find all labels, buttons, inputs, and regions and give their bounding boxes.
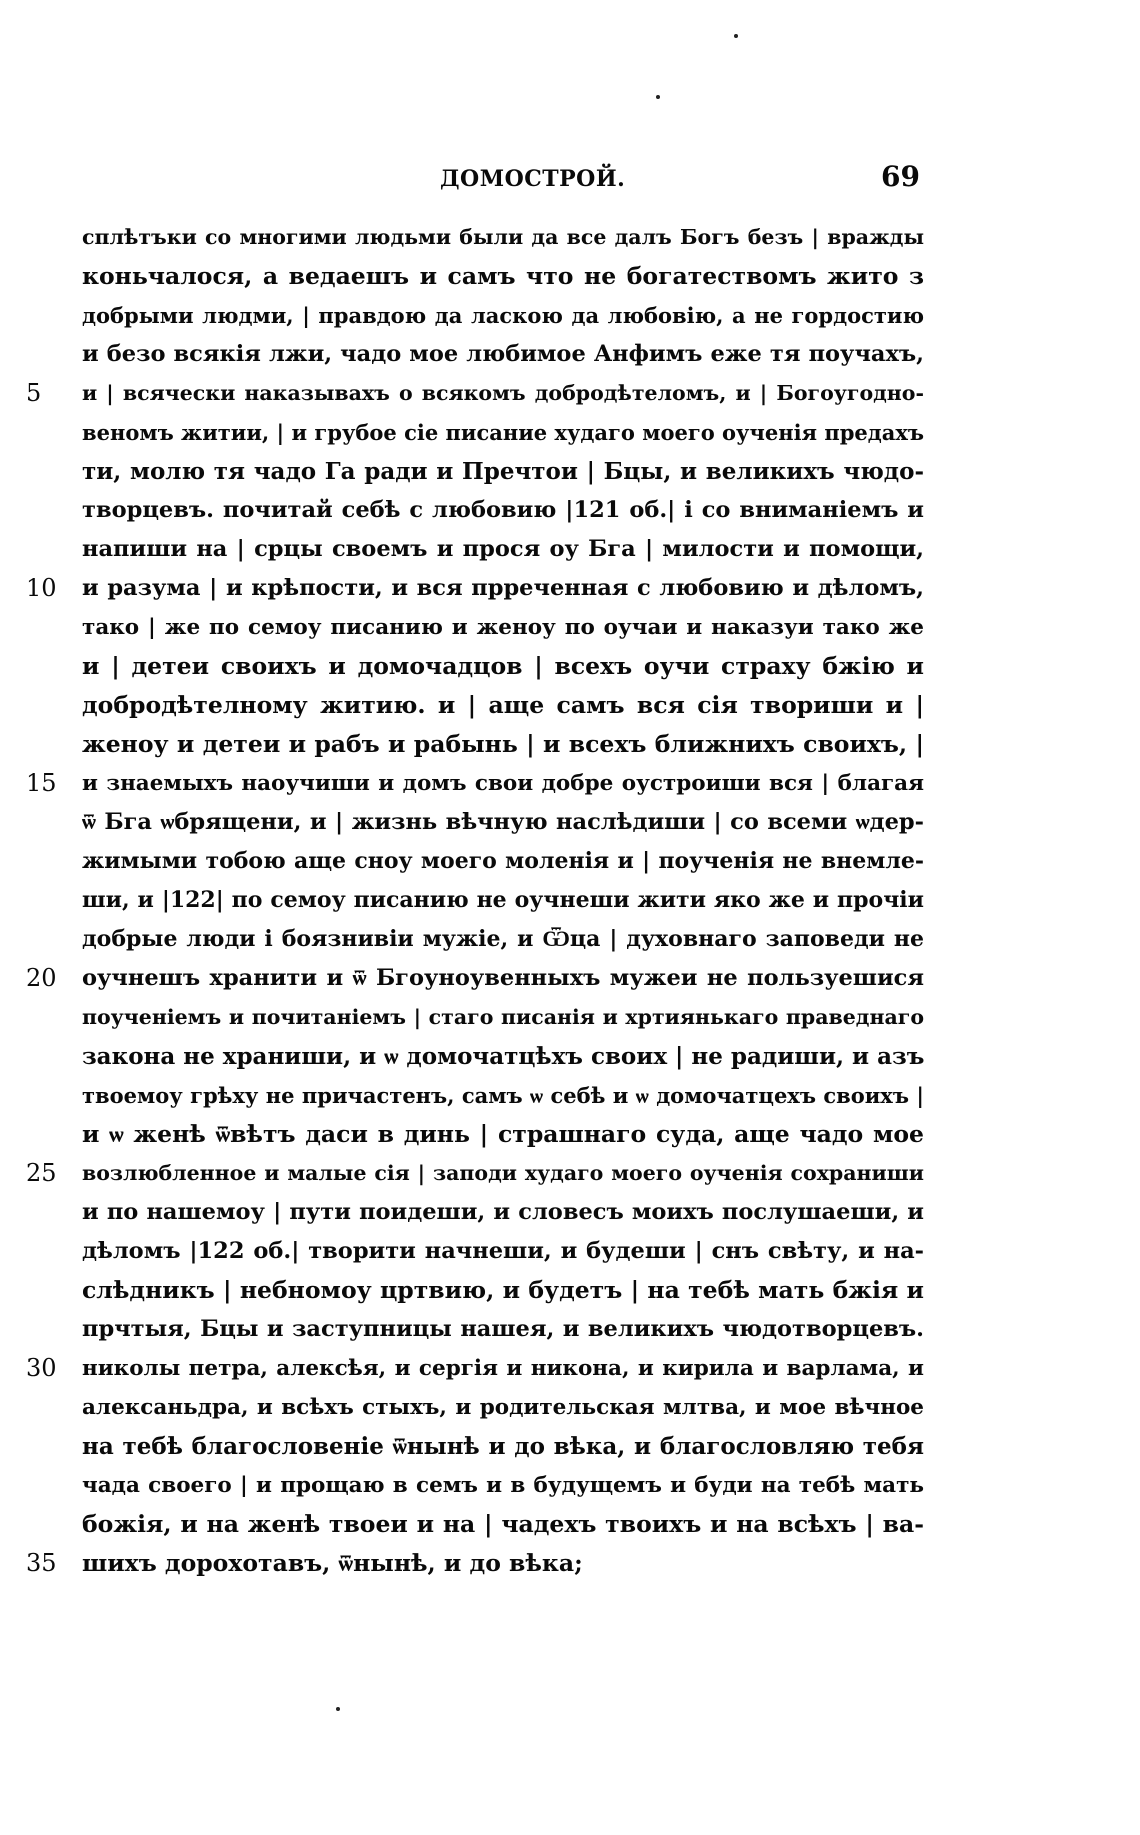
line-number: 30 bbox=[26, 1354, 57, 1382]
text-line: дѣломъ |122 об.| творити начнеши, и будеши | снъ свѣту, и на- bbox=[82, 1238, 924, 1264]
text-line: слѣдникъ | небномоу цртвию, и будетъ | на тебѣ мать бжія и bbox=[82, 1276, 924, 1304]
text-line: ти, молю тя чадо Га ради и Пречтои | Бцы, и великихъ чюдо- bbox=[82, 458, 924, 485]
text-line: поученіемъ и почитаніемъ | стаго писанія и хртиянькаго праведнаго bbox=[82, 1005, 924, 1029]
text-line: и | всячески наказывахъ о всякомъ добродѣтеломъ, и | Богоугодно- bbox=[82, 381, 924, 405]
text-line: добрыми людми, | правдою да ласкою да любовію, а не гордостию bbox=[82, 303, 924, 328]
text-line: жимыми тобою аще сноу моего моленія и | поученія не внемле- bbox=[82, 848, 924, 874]
page-header bbox=[80, 160, 920, 200]
line-number: 20 bbox=[26, 964, 57, 992]
text-line: и безо всякія лжи, чадо мое любимое Анфимъ еже тя поучахъ, bbox=[82, 341, 924, 367]
line-number: 35 bbox=[26, 1549, 57, 1577]
text-line: оучнешъ хранити и ѿ Бгоуноувенныхъ мужеи не пользуешися bbox=[82, 965, 924, 991]
text-line: и | детеи своихъ и домочадцов | всехъ оучи страху бжію и bbox=[82, 652, 924, 680]
text-body bbox=[82, 218, 924, 1583]
page-number: 69 bbox=[881, 160, 920, 193]
text-line: чада своего | и прощаю в семъ и в будущемъ и буди на тебѣ мать bbox=[82, 1473, 924, 1498]
text-line: добрые люди і боязнивіи мужіе, и Ѿца | духовнаго заповеди не bbox=[82, 926, 924, 952]
line-number: 5 bbox=[26, 379, 42, 407]
text-line: коньчалося, а ведаешъ и самъ что не богатествомъ жито з bbox=[82, 262, 924, 290]
text-line: и по нашемоу | пути поидеши, и словесъ моихъ послушаеши, и bbox=[82, 1199, 924, 1225]
text-line: возлюбленное и малые сія | заподи худаго моего оученія сохраниши bbox=[82, 1161, 924, 1185]
text-line: шихъ дорохотавъ, ѿнынѣ, и до вѣка; bbox=[82, 1549, 583, 1577]
line-number: 25 bbox=[26, 1159, 57, 1187]
text-line: тако | же по семоу писанию и женоу по оучаи и наказуи тако же bbox=[82, 615, 924, 640]
text-line: и ѡ женѣ ѿвѣтъ даси в динь | страшнаго суда, аще чадо мое bbox=[82, 1120, 924, 1148]
text-line: закона не храниши, и ѡ домочатцѣхъ своих | не радиши, и азъ bbox=[82, 1043, 924, 1070]
text-line: твоемоу грѣху не причастенъ, самъ ѡ себѣ и ѡ домочатцехъ своихъ | bbox=[82, 1083, 924, 1108]
text-line: напиши на | срцы своемъ и прося оу Бга | милости и помощи, bbox=[82, 536, 924, 562]
text-line: и разума | и крѣпости, и вся прреченная с любовию и дѣломъ, bbox=[82, 575, 924, 601]
speck-mark bbox=[336, 1707, 340, 1711]
text-line: ѿ Бга ѡбрящени, и | жизнь вѣчную наслѣдиши | со всеми ѡдер- bbox=[82, 809, 924, 835]
text-line: сплѣтъки со многими людьми были да все далъ Богъ безъ | вражды bbox=[82, 225, 924, 249]
text-line: николы петра, алексѣя, и сергія и никона, и кирила и варлама, и bbox=[82, 1356, 924, 1381]
text-line: веномъ житии, | и грубое сіе писание худаго моего оученія предахъ bbox=[82, 420, 924, 445]
speck-mark bbox=[656, 95, 660, 99]
text-line: и знаемыхъ наоучиши и домъ свои добре оустроиши вся | благая bbox=[82, 771, 924, 796]
text-line: алексаньдра, и всѣхъ стыхъ, и родительская млтва, и мое вѣчное bbox=[82, 1395, 924, 1420]
text-line: прчтыя, Бцы и заступницы нашея, и великихъ чюдотворцевъ. bbox=[82, 1316, 924, 1342]
line-number: 15 bbox=[26, 769, 57, 797]
text-line: ши, и |122| по семоу писанию не оучнеши жити яко же и прочіи bbox=[82, 887, 924, 913]
running-title: ДОМОСТРОЙ. bbox=[440, 166, 626, 192]
line-number: 10 bbox=[26, 574, 57, 602]
text-line: творцевъ. почитай себѣ с любовию |121 об.| і со вниманіемъ и bbox=[82, 497, 924, 523]
text-line: божія, и на женѣ твоеи и на | чадехъ твоихъ и на всѣхъ | ва- bbox=[82, 1510, 924, 1538]
text-line: женоу и детеи и рабъ и рабынь | и всехъ ближнихъ своихъ, | bbox=[82, 730, 924, 758]
text-line: добродѣтелному житию. и | аще самъ вся сія твориши и | bbox=[82, 691, 924, 719]
speck-mark bbox=[734, 34, 738, 38]
text-line: на тебѣ благословеніе ѿнынѣ и до вѣка, и благословляю тебя bbox=[82, 1433, 924, 1460]
